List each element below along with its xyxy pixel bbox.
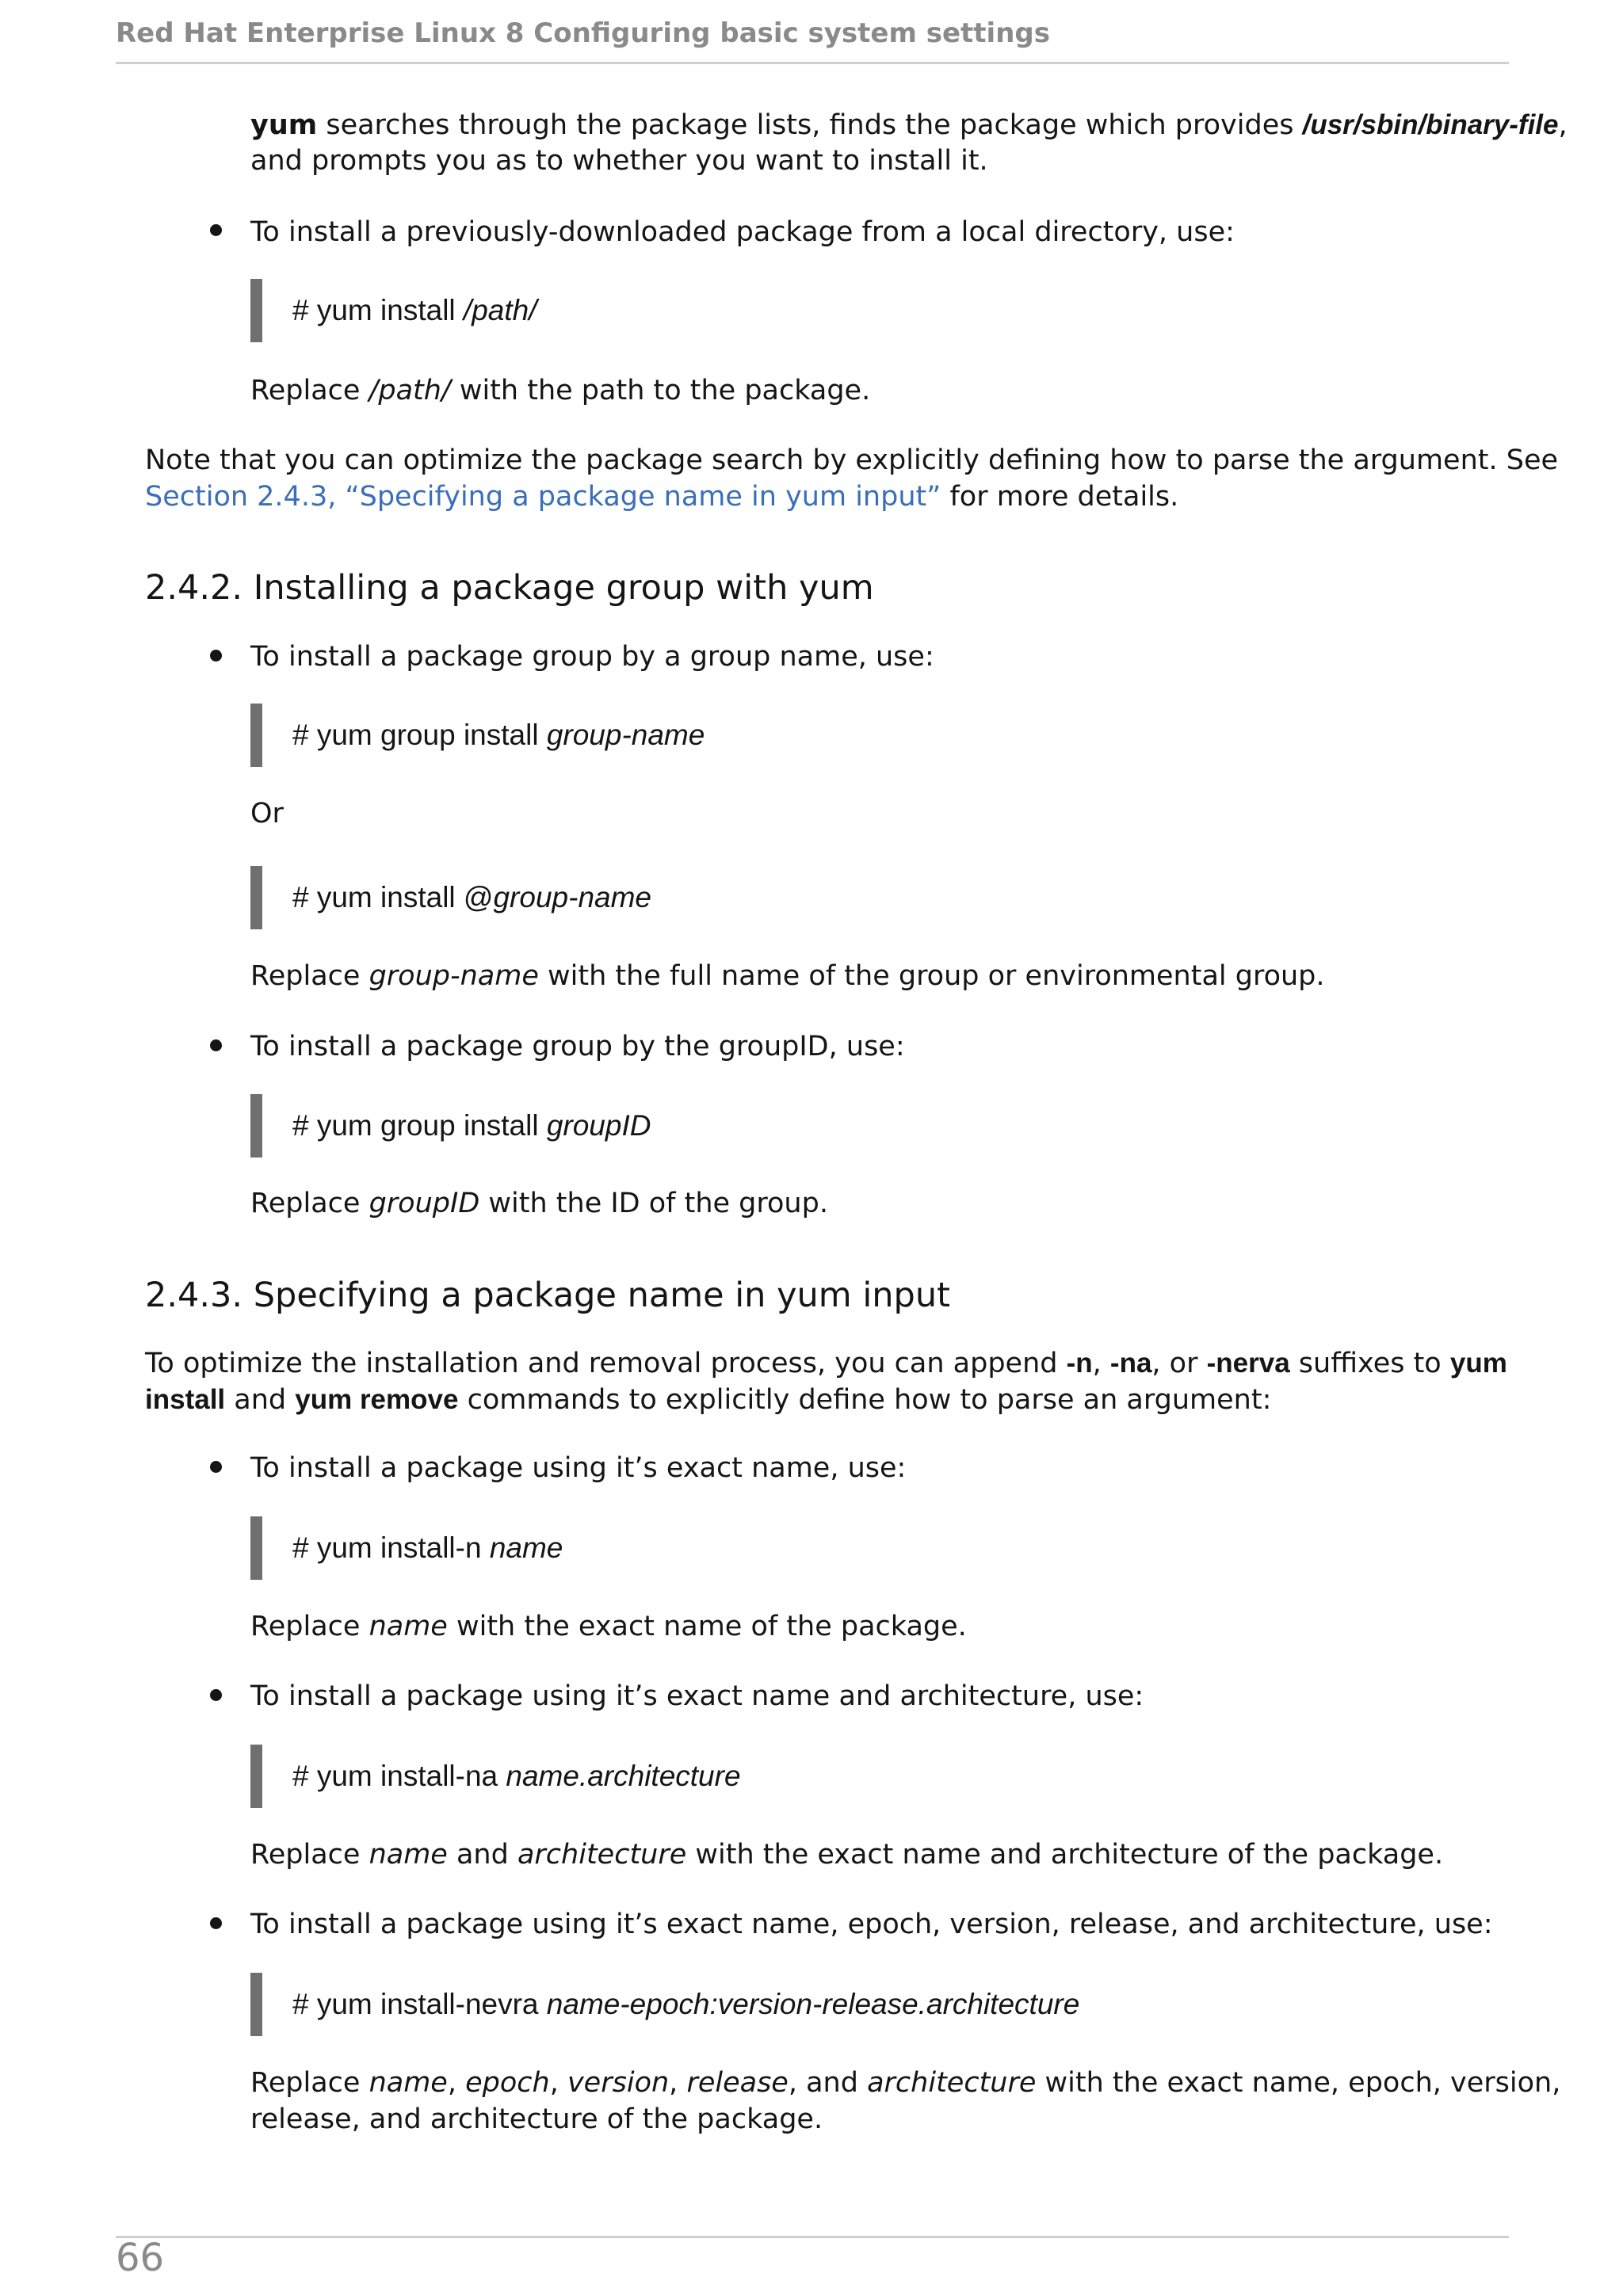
- bullet: [210, 1917, 222, 1929]
- code-block-groupid-install: # yum group install groupID: [250, 1094, 651, 1158]
- section-heading-2-4-2: 2.4.2. Installing a package group with yum: [145, 568, 874, 608]
- name-arch-replace-note: Replace name and architecture with the exact name and architecture of the package.: [250, 1839, 1444, 1871]
- bullet: [210, 1461, 222, 1473]
- exact-name-replace-note: Replace name with the exact name of the package.: [250, 1611, 967, 1642]
- note-line-1: Note that you can optimize the package search by explicitly defining how to parse the argument. See: [145, 444, 1559, 476]
- group-id-replace-note: Replace groupID with the ID of the group.: [250, 1188, 828, 1219]
- suffix-intro-line-2: install and yum remove commands to explicitly define how to parse an argument:: [145, 1384, 1272, 1416]
- code-block-group-install: # yum group install group-name: [250, 704, 705, 767]
- bullet: [210, 1689, 222, 1701]
- intro-line-1: yum searches through the package lists, finds the package which provides /usr/sbin/binary-file,: [250, 109, 1568, 141]
- nevra-replace-note-line-2: release, and architecture of the package.: [250, 2103, 823, 2135]
- name-arch-bullet: To install a package using it’s exact name and architecture, use:: [250, 1680, 1144, 1712]
- code-block-local-install: # yum install /path/: [250, 279, 537, 342]
- local-install-bullet: To install a previously-downloaded package from a local directory, use:: [250, 216, 1235, 248]
- section-heading-2-4-3: 2.4.3. Specifying a package name in yum input: [145, 1276, 950, 1315]
- bullet: [210, 224, 222, 236]
- code-block-install-nevra: # yum install-nevra name-epoch:version-release.architecture: [250, 1973, 1079, 2036]
- or-text: Or: [250, 798, 284, 830]
- group-name-replace-note: Replace group-name with the full name of the group or environmental group.: [250, 960, 1325, 992]
- code-block-at-group-install: # yum install @group-name: [250, 866, 651, 929]
- bullet: [210, 1039, 222, 1051]
- nevra-replace-note-line-1: Replace name, epoch, version, release, and architecture with the exact name, epoch, version,: [250, 2067, 1561, 2099]
- note-line-2: Section 2.4.3, “Specifying a package name in yum input” for more details.: [145, 481, 1179, 513]
- header-rule: [116, 62, 1509, 64]
- page-number: 66: [116, 2236, 165, 2280]
- section-link[interactable]: Section 2.4.3, “Specifying a package name in yum input”: [145, 481, 941, 513]
- group-id-bullet: To install a package group by the groupID, use:: [250, 1031, 905, 1062]
- code-block-install-n: # yum install-n name: [250, 1516, 563, 1580]
- group-name-bullet: To install a package group by a group name, use:: [250, 641, 934, 673]
- local-replace-note: Replace /path/ with the path to the package.: [250, 375, 871, 406]
- footer-rule: [116, 2236, 1509, 2238]
- intro-line-2: and prompts you as to whether you want to install it.: [250, 145, 988, 177]
- bullet: [210, 650, 222, 662]
- yum-command: yum: [250, 109, 318, 141]
- suffix-intro-line-1: To optimize the installation and removal process, you can append -n, -na, or -nerva suffixes to yum: [145, 1348, 1507, 1379]
- nevra-bullet: To install a package using it’s exact name, epoch, version, release, and architecture, use:: [250, 1909, 1493, 1940]
- exact-name-bullet: To install a package using it’s exact name, use:: [250, 1452, 907, 1484]
- code-block-install-na: # yum install-na name.architecture: [250, 1745, 741, 1808]
- running-header: Red Hat Enterprise Linux 8 Configuring basic system settings: [116, 17, 1050, 49]
